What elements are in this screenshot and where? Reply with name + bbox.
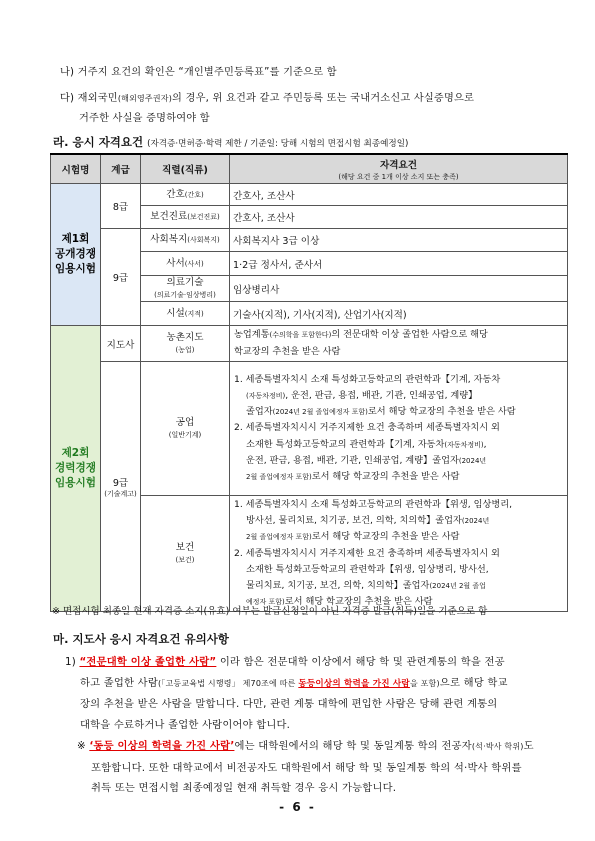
req-cell: 사회복지사 3급 이상 <box>230 229 568 252</box>
emphasis-phrase: “전문대학 이상 졸업한 사람” <box>79 656 217 668</box>
section-ra-title <box>53 134 408 150</box>
para-line: 대학을 수료하거나 졸업한 사람이어야 합니다. <box>80 718 291 731</box>
para-text: 에는 대학원에서의 해당 학 및 동일계통 학의 전공자 <box>234 740 472 752</box>
job-cell <box>141 362 230 496</box>
exam1-line1: 제1회 <box>61 233 90 245</box>
req-text: 졸업자 <box>246 406 273 418</box>
grade-sub: (기술계고) <box>104 489 137 498</box>
req-cell: 간호사, 조산사 <box>230 184 568 206</box>
para-number: 1) <box>65 656 76 668</box>
req-text: 1. 세종특별자치시 소재 특성화고등학교의 관련학과【기계, 자동차 <box>234 373 501 385</box>
intro-line-na: 나) 거주지 요건의 확인은 “개인별주민등록표”를 기준으로 함 <box>60 67 337 78</box>
grade-8-cell: 8급 <box>101 184 141 229</box>
para-text: 도 <box>523 740 534 752</box>
job-sub: (보건진료) <box>187 213 220 221</box>
job-sub: (사서) <box>184 259 204 268</box>
para-line: 취득 또는 면접시험 최종예정일 현재 취득할 경우 응시 가능합니다. <box>91 782 397 795</box>
req-note: (자동차정비) <box>444 440 484 449</box>
section-ma-paragraph-1 <box>65 652 575 735</box>
para-line: 장의 추천을 받은 사람을 말합니다. 다만, 관련 계통 대학에 편입한 사람은 당해 관련 계통의 <box>80 698 498 711</box>
table-row <box>51 184 568 206</box>
req-text: 1. 세종특별자치시 소재 특성화고등학교의 관련학과【위생, 임상병리, <box>234 499 513 510</box>
table-row <box>51 362 568 496</box>
req-item <box>234 546 563 611</box>
para-text: 이라 함은 전문대학 이상에서 해당 학 및 관련계통의 학을 전공 <box>216 656 505 668</box>
exam2-line2: 경력경쟁 <box>55 462 96 475</box>
req-text: 소재한 특성화고등학교의 관련학과【위생, 임상병리, 방사선, <box>246 563 489 575</box>
emphasis-phrase: 동등이상의 학력을 가진 사람 <box>298 678 410 689</box>
section-ra-heading: 라. 응시 자격요건 <box>53 135 144 149</box>
req-note: 2월 졸업예정자 포함) <box>246 533 312 542</box>
para-note: (석·박사 학위) <box>471 742 524 751</box>
para-note: 을 포함) <box>409 678 440 688</box>
exam1-line3: 임용시험 <box>55 263 96 275</box>
req-note: (수의학을 포함한다) <box>269 331 332 340</box>
job-label: 사회복지 <box>150 234 188 245</box>
grade-label: 9급 <box>112 477 129 489</box>
para-line: 포함합니다. 또한 대학교에서 비전공자도 대학원에서 해당 학 및 동일계통 학의 석·박사 학위를 <box>91 761 522 774</box>
header-grade: 계급 <box>101 154 141 184</box>
req-note: (2024년 <box>461 517 490 526</box>
job-label: 의료기술 <box>166 276 204 288</box>
header-req-title: 자격요건 <box>379 159 418 171</box>
job-label: 보건 <box>175 541 195 553</box>
job-cell <box>141 326 230 362</box>
para-text: 으로 해당 학교 <box>439 676 508 689</box>
job-label: 공업 <box>175 416 195 428</box>
job-sub: (간호) <box>184 190 204 199</box>
req-cell: 기술사(지적), 기사(지적), 산업기사(지적) <box>230 302 568 326</box>
table-row <box>51 326 568 362</box>
page-number: - 6 - <box>279 800 316 814</box>
req-cell: 임상병리사 <box>230 276 568 302</box>
section-ma-title: 마. 지도사 응시 자격요건 유의사항 <box>53 632 229 646</box>
job-label: 보건진료 <box>150 211 188 222</box>
req-cell <box>230 326 568 362</box>
req-note: (2024년 <box>458 456 487 465</box>
req-text: 의 전문대학 이상 졸업한 사람으로 해당 <box>331 329 488 341</box>
req-text: 로서 해당 학교장의 추천을 받은 사람 <box>311 471 460 482</box>
req-text: 방사선, 물리치료, 치기공, 보건, 의학, 치의학】졸업자 <box>246 515 462 527</box>
exam2-line3: 임용시험 <box>55 477 96 490</box>
emphasis-phrase: ‘동등 이상의 학력을 가진 사람’ <box>89 740 235 752</box>
job-sub: (보건) <box>175 555 195 564</box>
section-ra-subtitle: (자격증·면허증·학력 제한 / 기준일: 당해 시험의 면접시험 최종예정일) <box>147 139 409 149</box>
req-item <box>234 497 563 546</box>
req-text: 물리치료, 치기공, 보건, 의학, 치의학】졸업자 <box>246 580 430 592</box>
job-label: 농촌지도 <box>166 331 204 343</box>
job-label: 간호 <box>166 188 185 200</box>
header-exam: 시험명 <box>51 154 101 184</box>
req-text: 로서 해당 학교장의 추천을 받은 사람 <box>311 531 460 543</box>
exam1-line2: 공개경쟁 <box>55 248 96 260</box>
job-cell <box>141 184 230 206</box>
job-label: 시설 <box>166 307 185 319</box>
intro-da-text-2: 의 경우, 위 요건과 같고 주민등록 또는 국내거소신고 사실증명으로 <box>172 93 475 104</box>
req-note: 예정자 포함) <box>246 598 285 607</box>
req-item <box>234 372 563 421</box>
req-text: , 운전, 판금, 용접, 배관, 기관, 인쇄공업, 계량】 <box>285 389 478 401</box>
header-job: 직렬(직류) <box>141 154 230 184</box>
req-text: 운전, 판금, 용접, 배관, 기관, 인쇄공업, 계량】졸업자 <box>246 454 459 466</box>
req-text: 소재한 특성화고등학교의 관련학과【기계, 자동차 <box>246 438 445 450</box>
req-note: (2024년 2월 졸업예정자 포함) <box>272 408 368 417</box>
job-cell <box>141 496 230 612</box>
job-sub: (농업) <box>175 345 195 354</box>
req-text: 학교장의 추천을 받은 사람 <box>234 345 341 357</box>
section-ma-paragraph-2 <box>77 736 577 799</box>
req-text: 농업계통 <box>234 329 270 341</box>
job-sub: (일반기계) <box>168 430 202 439</box>
intro-line-da <box>60 89 474 104</box>
exam1-cell <box>51 184 101 326</box>
exam2-cell <box>51 326 101 612</box>
req-text: 2. 세종특별자치시시 거주지제한 요건 충족하며 세종특별자치시 외 <box>234 547 500 559</box>
job-cell <box>141 206 230 229</box>
note-mark: ※ <box>77 740 86 752</box>
table-row <box>51 229 568 252</box>
intro-da-note: (해외영주권자) <box>117 94 173 103</box>
req-cell <box>230 496 568 612</box>
job-cell <box>141 229 230 252</box>
para-text: 하고 졸업한 사람 <box>80 676 158 689</box>
jidosa-cell: 지도사 <box>101 326 141 362</box>
req-cell <box>230 362 568 496</box>
para-line <box>65 673 575 695</box>
job-cell <box>141 302 230 326</box>
para-line <box>77 736 577 758</box>
footnote: ※ 면접시험 최종일 현재 자격증 소지(유효) 여부는 발급신청일이 아닌 자격증 발급(취득)일을 기준으로 함 <box>52 606 488 617</box>
job-cell <box>141 276 230 302</box>
req-text: , <box>483 438 487 450</box>
grade-9-cell: 9급 <box>101 229 141 326</box>
job-sub: (지적) <box>184 309 204 318</box>
exam2-line1: 제2회 <box>61 447 90 460</box>
req-note: (자동차정비) <box>246 391 286 400</box>
intro-da-text: 다) 재외국민 <box>60 93 118 104</box>
para-line <box>65 652 575 673</box>
req-note: (2024년 2월 졸업 <box>429 582 486 591</box>
job-label: 사서 <box>166 257 185 269</box>
para-note: (「고등교육법 시행령」 제70조에 따른 <box>157 678 299 688</box>
req-text: 2. 세종특별자치시시 거주지제한 요건 충족하며 세종특별자치시 외 <box>234 422 500 434</box>
header-req-sub: (해당 요건 중 1개 이상 소지 또는 충족) <box>338 172 459 181</box>
job-sub: (사회복지) <box>187 236 220 244</box>
intro-line-da-2: 거주한 사실을 증명하여야 함 <box>79 113 210 124</box>
req-cell: 1·2급 정사서, 준사서 <box>230 252 568 276</box>
req-text: 로서 해당 학교장의 추천을 받은 사람 <box>284 596 433 608</box>
req-note: 2월 졸업예정자 포함) <box>246 473 312 481</box>
qualification-table <box>50 153 568 612</box>
job-cell <box>141 252 230 276</box>
req-text: 로서 해당 학교장의 추천을 받은 사람 <box>367 406 516 418</box>
job-sub: (의료기술·임상병리) <box>154 290 216 299</box>
header-requirements <box>230 154 568 184</box>
req-item <box>234 420 563 485</box>
grade-9-tech-cell <box>101 362 141 612</box>
req-cell: 간호사, 조산사 <box>230 206 568 229</box>
